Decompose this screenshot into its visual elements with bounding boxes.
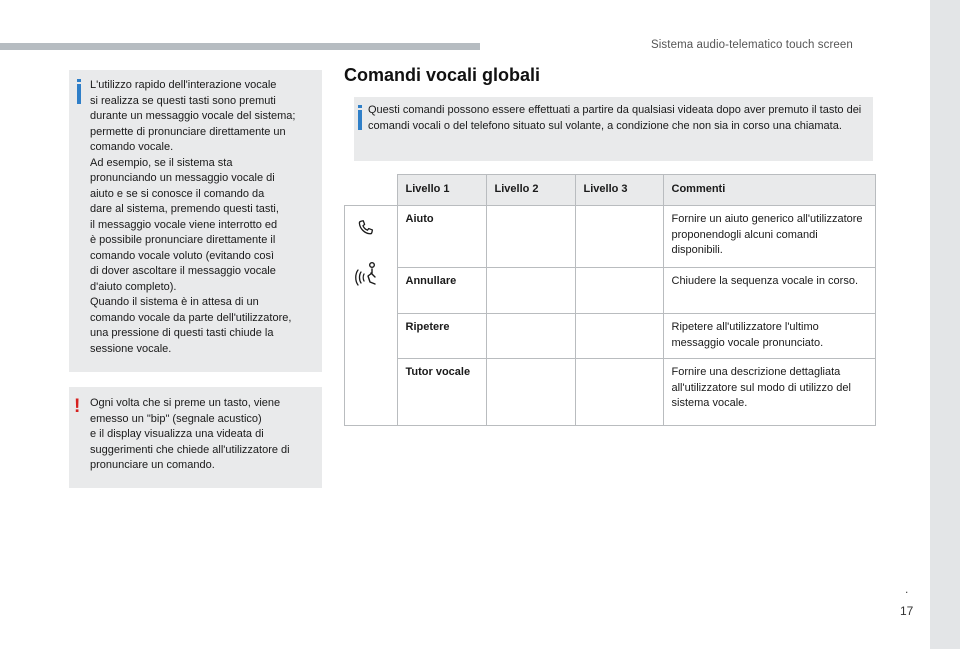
command-level1: Ripetere <box>397 314 486 359</box>
page-header-title: Sistema audio-telematico touch screen <box>651 39 853 51</box>
table-header-cell: Livello 1 <box>397 175 486 206</box>
command-level2 <box>486 314 575 359</box>
command-level1: Aiuto <box>397 206 486 268</box>
table-header-cell: Livello 2 <box>486 175 575 206</box>
command-level1: Annullare <box>397 268 486 314</box>
info-note-box <box>69 70 322 372</box>
command-level3 <box>575 206 663 268</box>
info-icon <box>358 110 362 130</box>
table-row <box>345 314 876 359</box>
command-level3 <box>575 314 663 359</box>
table-row <box>345 268 876 314</box>
table-header-cell: Livello 3 <box>575 175 663 206</box>
command-level3 <box>575 268 663 314</box>
header-bar <box>0 43 480 50</box>
command-level2 <box>486 206 575 268</box>
warning-note-text: Ogni volta che si preme un tasto, viene emesso un "bip" (segnale acustico) e il display visualizza una videata di suggerimenti che chiede all'utilizzatore di pronunciare un comando. <box>90 397 290 471</box>
intro-text: Questi comandi possono essere effettuati a partire da qualsiasi videata dopo aver premuto il tasto dei comandi vocali o del telefono situato sul volante, a condizione che non sia in corso una chiamata. <box>368 104 862 132</box>
table-row <box>345 206 876 268</box>
command-level2 <box>486 359 575 426</box>
warning-note-box <box>69 387 322 488</box>
warning-icon: ! <box>74 396 81 417</box>
command-comment: Ripetere all'utilizzatore l'ultimo messaggio vocale pronunciato. <box>663 314 875 359</box>
page-side-strip <box>930 0 960 649</box>
table-header-icon-col <box>345 175 398 206</box>
table-icon-cell <box>345 206 398 426</box>
info-icon <box>77 84 81 104</box>
page-number: 17 <box>900 604 914 618</box>
info-note-text: L'utilizzo rapido dell'interazione vocale si realizza se questi tasti sono premuti durante un messaggio vocale del sistema; permette di pronunciare direttamente un comando vocale. Ad esempio, se il sistema sta pronunciando un messaggio vocale di aiuto e se si conosce il comando da dare al sistema, premendo questi tasti, il messaggio vocale viene interrotto ed è possibile pronunciare direttamente il comando vocale voluto (evitando così di dover ascoltare il messaggio vocale d'aiuto completo). Quando il sistema è in attesa di un comando vocale da parte dell'utilizzatore, una pressione di questi tasti chiude la sessione vocale. <box>90 79 296 355</box>
command-level3 <box>575 359 663 426</box>
voice-commands-table <box>344 174 876 426</box>
command-level1: Tutor vocale <box>397 359 486 426</box>
command-comment: Fornire un aiuto generico all'utilizzatore proponendogli alcuni comandi disponibili. <box>663 206 875 268</box>
command-comment: Fornire una descrizione dettagliata all'utilizzatore sul modo di utilizzo del sistema vocale. <box>663 359 875 426</box>
intro-note-box <box>354 97 873 161</box>
command-level2 <box>486 268 575 314</box>
phone-icon <box>355 218 377 246</box>
page-marker: . <box>905 582 909 596</box>
section-title: Comandi vocali globali <box>344 65 541 85</box>
table-row <box>345 359 876 426</box>
voice-command-icon <box>355 260 379 296</box>
command-comment: Chiudere la sequenza vocale in corso. <box>663 268 875 314</box>
table-header-cell: Commenti <box>663 175 875 206</box>
table-header-row <box>345 175 876 206</box>
